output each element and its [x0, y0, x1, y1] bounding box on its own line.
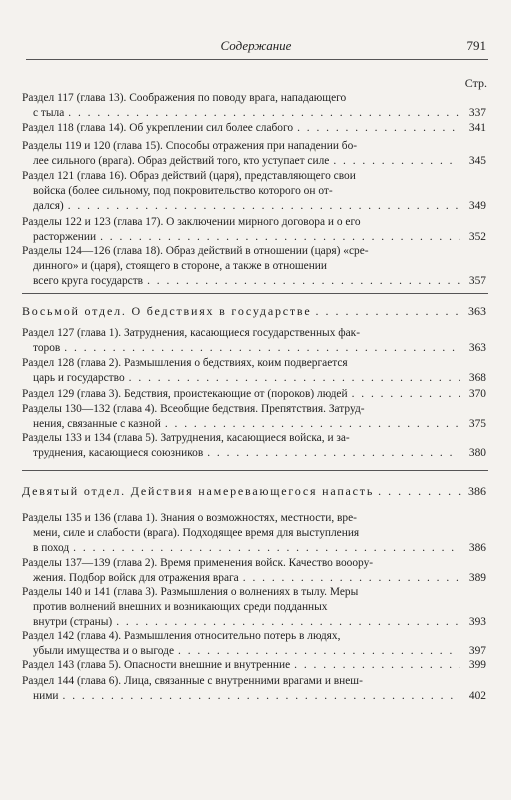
toc-entry-line: динного» и (царя), стоящего в стороне, а также в отношении — [33, 260, 328, 272]
running-title: Содержание — [220, 38, 292, 53]
page-number: 791 — [466, 38, 486, 53]
toc-entry-last-line — [22, 371, 488, 386]
toc-entry-page: 386 — [468, 542, 486, 554]
toc-entry — [22, 629, 488, 659]
toc-entry-last-line — [22, 658, 488, 673]
toc-entry-last-line — [22, 387, 488, 402]
toc-entry — [22, 326, 488, 356]
dot-leader — [243, 571, 460, 586]
toc-entry-line: Разделы 140 и 141 (глава 3). Размышления о волнениях в тылу. Меры — [22, 586, 359, 598]
toc-entry-text: царь и государство — [33, 372, 125, 384]
toc-entry-line: против волнений внешних и возникающих среди подданных — [33, 601, 328, 613]
toc-entry — [22, 139, 488, 169]
toc-entry-text: в поход — [33, 542, 70, 554]
toc-entry-text: всего круга государств — [33, 275, 144, 287]
toc-entry-text: с тыла — [33, 107, 65, 119]
dot-leader — [129, 371, 460, 386]
dot-leader — [315, 303, 464, 319]
toc-entry — [22, 585, 488, 630]
toc-entry-text: нения, связанные с казной — [33, 418, 161, 430]
dot-leader — [297, 121, 460, 136]
toc-entry-text: Раздел 129 (глава 3). Бедствия, проистекающие от (пороков) людей — [22, 388, 348, 400]
toc-entry-line: Разделы 133 и 134 (глава 5). Затруднения, касающиеся войска, и за- — [22, 432, 350, 444]
part-title: Девятый отдел. Действия намеревающегося напасть — [22, 484, 375, 498]
toc-entry-page: 341 — [468, 122, 486, 134]
toc-entry-last-line — [22, 541, 488, 556]
toc-entry — [22, 431, 488, 461]
header-rule — [26, 59, 488, 60]
toc-entry — [22, 244, 488, 289]
toc-entry-last-line — [22, 644, 488, 659]
part-page: 363 — [468, 304, 486, 318]
toc-entry-last-line — [22, 341, 488, 356]
toc-entry-page: 393 — [468, 616, 486, 628]
dot-leader — [63, 689, 461, 704]
toc-entry-text: Раздел 143 (глава 5). Опасности внешние и внутренние — [22, 659, 291, 671]
running-head — [26, 38, 486, 58]
toc-entry-text: труднения, касающиеся союзников — [33, 447, 204, 459]
dot-leader — [116, 615, 460, 630]
toc-entry-page: 397 — [468, 645, 486, 657]
toc-entry-last-line — [22, 106, 488, 121]
toc-entry — [22, 556, 488, 586]
toc-entry-page: 363 — [468, 342, 486, 354]
page-column-label: Стр. — [464, 76, 487, 90]
dot-leader — [165, 417, 460, 432]
toc-entry — [22, 356, 488, 386]
dot-leader — [73, 541, 460, 556]
toc-entry-text: жения. Подбор войск для отражения врага — [33, 572, 239, 584]
toc-entry-last-line — [22, 571, 488, 586]
toc-entry-text: внутри (страны) — [33, 616, 113, 628]
toc-entry-line: Разделы 122 и 123 (глава 17). О заключении мирного договора и о его — [22, 216, 361, 228]
toc-entry — [22, 511, 488, 556]
part-heading — [22, 303, 488, 319]
section-divider — [22, 470, 488, 471]
dot-leader — [64, 341, 460, 356]
toc-entry-last-line — [22, 274, 488, 289]
section-divider — [22, 293, 488, 294]
toc-entry — [22, 402, 488, 432]
toc-entry-page: 352 — [468, 231, 486, 243]
toc-entry — [22, 674, 488, 704]
toc-entry-page: 368 — [468, 372, 486, 384]
toc-entry-line: Разделы 124—126 (глава 18). Образ действий в отношении (царя) «сре- — [22, 245, 369, 257]
toc-entry-page: 349 — [468, 200, 486, 212]
toc-entry-last-line — [22, 154, 488, 169]
toc-entry-text: расторжении — [33, 231, 97, 243]
toc-entry — [22, 169, 488, 214]
toc-entry-text: дался) — [33, 200, 64, 212]
dot-leader — [178, 644, 460, 659]
toc-entry-text: Раздел 118 (глава 14). Об укреплении сил более слабого — [22, 122, 294, 134]
dot-leader — [294, 658, 460, 673]
toc-entry-page: 370 — [468, 388, 486, 400]
toc-entry-page: 337 — [468, 107, 486, 119]
toc-entry-line: Раздел 127 (глава 1). Затруднения, касающиеся государственных фак- — [22, 327, 360, 339]
toc-entry-last-line — [22, 446, 488, 461]
toc-entry-last-line — [22, 199, 488, 214]
toc-entry-last-line — [22, 615, 488, 630]
toc-entry-last-line — [22, 230, 488, 245]
toc-entry-line: Разделы 137—139 (глава 2). Время применения войск. Качество вооору- — [22, 557, 374, 569]
toc-entry-line: Раздел 121 (глава 16). Образ действий (царя), представляющего свои — [22, 170, 356, 182]
dot-leader — [100, 230, 460, 245]
toc-entry-line: Раздел 142 (глава 4). Размышления относительно потерь в людях, — [22, 630, 341, 642]
dot-leader — [207, 446, 460, 461]
toc-entry-page: 402 — [468, 690, 486, 702]
toc-entry-line: Раздел 144 (глава 6). Лица, связанные с внутренними врагами и внеш- — [22, 675, 363, 687]
part-title: Восьмой отдел. О бедствиях в государстве — [22, 304, 312, 318]
toc-entry-page: 399 — [468, 659, 486, 671]
toc-entry-page: 345 — [468, 155, 486, 167]
dot-leader — [352, 387, 460, 402]
toc-entry-text: торов — [33, 342, 61, 354]
toc-entry-text: убыли имущества и о выгоде — [33, 645, 175, 657]
toc-entry — [22, 387, 488, 402]
toc-entry-page: 389 — [468, 572, 486, 584]
toc-entry-line: мени, силе и слабости (врага). Подходящее время для выступления — [33, 527, 360, 539]
toc-entry-page: 375 — [468, 418, 486, 430]
dot-leader — [378, 483, 464, 499]
toc-entry-page: 380 — [468, 447, 486, 459]
part-heading — [22, 483, 488, 499]
toc-entry-line: Разделы 135 и 136 (глава 1). Знания о возможностях, местности, вре- — [22, 512, 357, 524]
toc-entry — [22, 121, 488, 136]
toc-entry-text: лее сильного (врага). Образ действий того, кто уступает силе — [33, 155, 330, 167]
toc-entry-last-line — [22, 417, 488, 432]
dot-leader — [68, 106, 460, 121]
dot-leader — [147, 274, 460, 289]
toc-entry-text: ними — [33, 690, 59, 702]
dot-leader — [333, 154, 460, 169]
toc-entry-line: Раздел 128 (глава 2). Размышления о бедствиях, коим подвергается — [22, 357, 348, 369]
toc-entry-line: войска (более сильному, под покровительство которого он от- — [33, 185, 333, 197]
toc-entry — [22, 658, 488, 673]
toc-entry-last-line — [22, 689, 488, 704]
toc-entry-line: Разделы 130—132 (глава 4). Всеобщие бедствия. Препятствия. Затруд- — [22, 403, 365, 415]
toc-entry-line: Раздел 117 (глава 13). Соображения по поводу врага, нападающего — [22, 92, 347, 104]
toc-entry-line: Разделы 119 и 120 (глава 15). Способы отражения при нападении бо- — [22, 140, 358, 152]
part-page: 386 — [468, 484, 486, 498]
toc-entry — [22, 215, 488, 245]
dot-leader — [68, 199, 460, 214]
toc-entry — [22, 91, 488, 121]
toc-entry-last-line — [22, 121, 488, 136]
toc-entry-page: 357 — [468, 275, 486, 287]
